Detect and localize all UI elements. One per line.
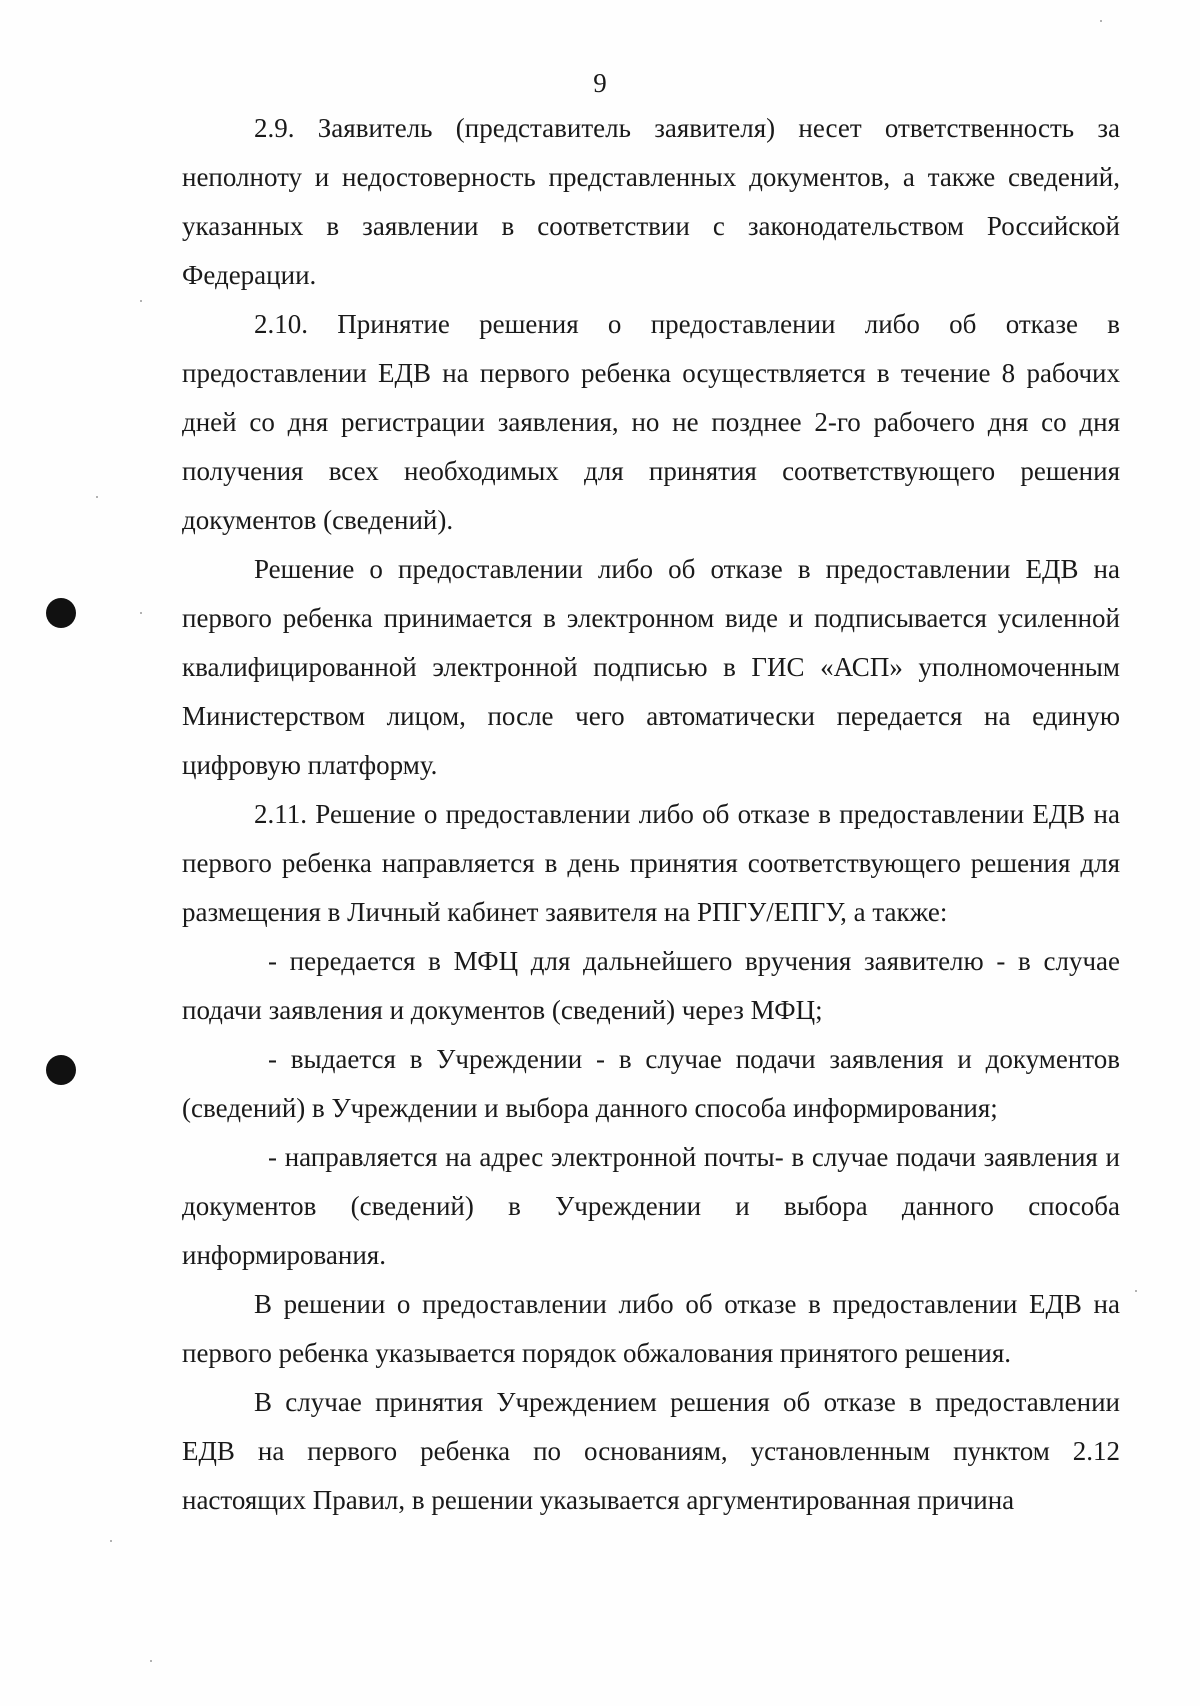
paragraph-2-10: 2.10. Принятие решения о предоставлении либо об отказе в предоставлении ЕДВ на первого ребенка осуществляется в течение 8 рабочих дней со дня регистрации заявления, но не позднее 2-го рабочего дня со дня получения всех необходимых для принятия соответствующего решения документов (сведений). <box>182 309 1120 535</box>
scan-speck <box>1135 1290 1137 1292</box>
page-number: 9 <box>593 68 607 98</box>
paragraph-2-9: 2.9. Заявитель (представитель заявителя) несет ответственность за неполноту и недостоверность представленных документов, а также сведений, указанных в заявлении в соответствии с законодательством Российской Федерации. <box>182 113 1120 290</box>
paragraph-decision-signing: Решение о предоставлении либо об отказе в предоставлении ЕДВ на первого ребенка принимается в электронном виде и подписывается усиленной квалифицированной электронной подписью в ГИС «АСП» уполномоченным Министерством лицом, после чего автоматически передается на единую цифровую платформу. <box>182 554 1120 780</box>
scan-speck <box>96 496 98 498</box>
list-item-mfc: - передается в МФЦ для дальнейшего вручения заявителю - в случае подачи заявления и документов (сведений) через МФЦ; <box>182 946 1120 1025</box>
paragraph-appeal-procedure: В решении о предоставлении либо об отказе в предоставлении ЕДВ на первого ребенка указывается порядок обжалования принятого решения. <box>182 1289 1120 1368</box>
punch-hole-icon <box>46 598 76 628</box>
scan-speck <box>150 1660 152 1662</box>
scan-speck <box>110 1540 112 1542</box>
list-item-institution: - выдается в Учреждении - в случае подачи заявления и документов (сведений) в Учреждении и выбора данного способа информирования; <box>182 1044 1120 1123</box>
scan-speck <box>1100 20 1102 22</box>
punch-hole-icon <box>46 1055 76 1085</box>
paragraph-2-11: 2.11. Решение о предоставлении либо об отказе в предоставлении ЕДВ на первого ребенка направляется в день принятия соответствующего решения для размещения в Личный кабинет заявителя на РПГУ/ЕПГУ, а также: <box>182 799 1120 927</box>
list-item-email: - направляется на адрес электронной почты- в случае подачи заявления и документов (сведений) в Учреждении и выбора данного способа информирования. <box>182 1142 1120 1270</box>
paragraph-refusal-reason: В случае принятия Учреждением решения об отказе в предоставлении ЕДВ на первого ребенка по основаниям, установленным пунктом 2.12 настоящих Правил, в решении указывается аргументированная причина <box>182 1387 1120 1515</box>
scan-speck <box>140 612 142 614</box>
scan-speck <box>140 300 142 302</box>
document-body <box>182 104 1120 1525</box>
